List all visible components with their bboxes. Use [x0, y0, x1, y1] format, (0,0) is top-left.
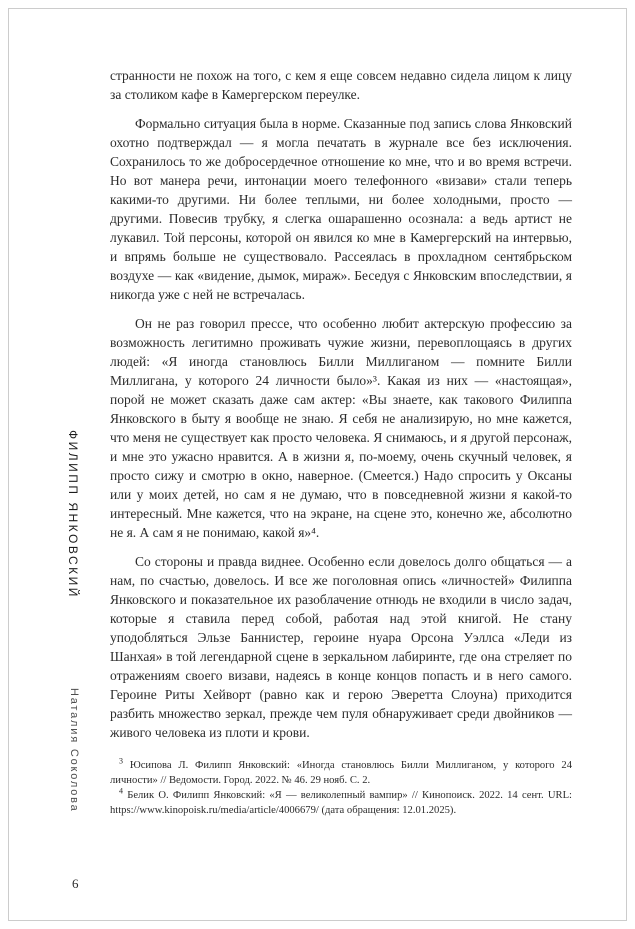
footnote-marker: 3 [119, 756, 123, 766]
footnote-text: Юсипова Л. Филипп Янковский: «Иногда становлюсь Билли Миллиганом, у которого 24 личности» // Ведомости. Город. 2022. № 46. 29 нояб. С. 2. [110, 760, 572, 786]
sidebar-author-name: Наталия Соколова [68, 688, 80, 813]
paragraph: Формально ситуация была в норме. Сказанные под запись слова Янковский охотно подтверждал — я могла печатать в журнале все без исключения. Сохранилось то же добросердечное отношение ко мне, что и во время встречи. Но вот манера речи, интонации моего телефонного «визави» стали теперь какими-то другими. Ни более теплыми, ни более холодными, просто — другими. Повесив трубку, я слегка ошарашенно осознала: а ведь артист не лукавил. Той персоны, которой он явился ко мне в Камергерский на интервью, и впрямь больше не существовало. Рассеялась в прохладном сентябрьском воздухе — как «видение, дымок, мираж». Беседуя с Янковским впоследствии, я никогда уже с ней не встречалась. [110, 116, 572, 302]
paragraph-continuation: странности не похож на того, с кем я еще совсем недавно сидела лицом к лицу за столиком кафе в Камергерском переулке. [110, 68, 572, 102]
main-text-block [110, 66, 572, 818]
footnote [110, 788, 572, 818]
footnote [110, 758, 572, 788]
paragraph: Со стороны и правда виднее. Особенно если довелось долго общаться — а нам, по счастью, довелось. И все же поголовная опись «личностей» Филиппа Янковского и показательное их разоблачение отнюдь не входили в число задач, которые я ставила перед собой, работая над этой книгой. Не стану уподобляться Эльзе Баннистер, героине нуара Орсона Уэллса «Леди из Шанхая» в той легендарной сцене в зеркальном лабиринте, где она стреляет по отражениям своего визави, надеясь в конце концов попасть и в него самого. Героине Риты Хейворт (равно как и герою Эверетта Слоуна) приходится разбить множество зеркал, прежде чем пуля обнаруживает среди двойников — живого человека из плоти и крови. [110, 554, 572, 740]
footnote-text: Белик О. Филипп Янковский: «Я — великолепный вампир» // Кинопоиск. 2022. 14 сент. URL: https://www.kinopoisk.ru/media/article/4006679/ (дата обращения: 12.01.2025). [110, 790, 572, 816]
sidebar-book-title: ФИЛИПП ЯНКОВСКИЙ [66, 430, 80, 599]
page-number: 6 [72, 876, 79, 891]
paragraph: Он не раз говорил прессе, что особенно любит актерскую профессию за возможность легитимно проживать чужие жизни, перевоплощаясь в других людей: «Я иногда становлюсь Билли Миллиганом — помните Билли Миллигана, у которого 24 личности было»³. Какая из них — «настоящая», порой не может сказать даже сам актер: «Вы знаете, как такового Филиппа Янковского в быту я вообще не знаю. Я себя не анализирую, но мне кажется, что меня не существует как просто человека. Я снимаюсь, и я другой персонаж, и мне это ужасно нравится. А в жизни я, по-моему, очень скучный человек, я просто сижу и смотрю в окно, наверное. (Смеется.) Надо спросить у Оксаны или у моих детей, но сам я не думаю, что в повседневной жизни я какой-то интересный. Мне кажется, что на экране, на сцене это, конечно же, абсолютно не я. А сам я не понимаю, какой я»⁴. [110, 316, 572, 540]
footnote-marker: 4 [119, 786, 123, 796]
footnotes-section [110, 758, 572, 818]
